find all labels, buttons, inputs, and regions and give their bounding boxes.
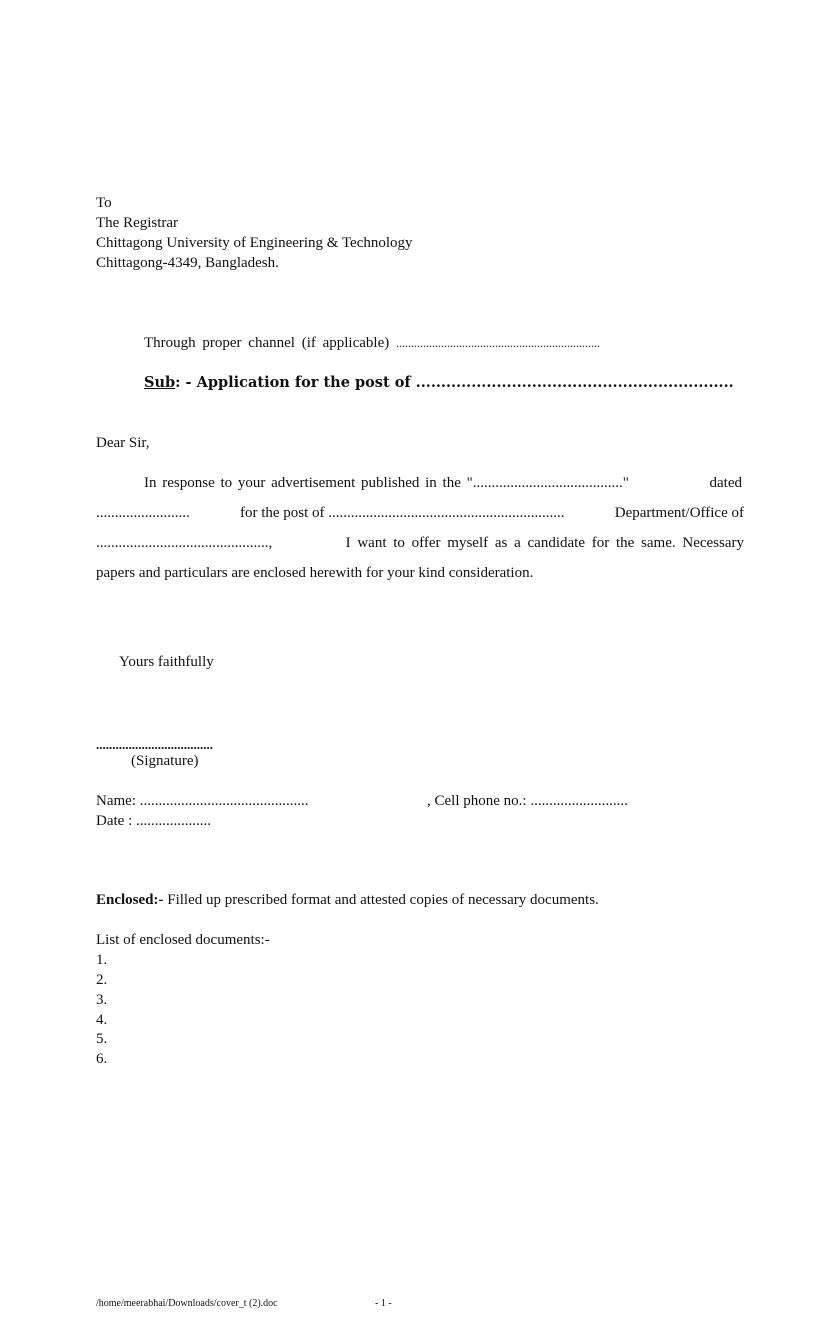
salutation: Dear Sir, — [96, 435, 150, 451]
enclosed-text: Filled up prescribed format and attested copies of necessary documents. — [167, 892, 599, 908]
body-line-2 — [96, 503, 744, 523]
list-item: 5. — [96, 1031, 108, 1047]
body-line-1-text: In response to your advertisement published in the "........................................" — [144, 475, 629, 491]
signature-label: (Signature) — [131, 753, 199, 769]
cell-phone-field: , Cell phone no.: .......................... — [427, 793, 628, 809]
body-line-2-blank: ......................... — [96, 505, 190, 521]
body-line-3-text: I want to offer myself as a candidate for the same. Necessary — [345, 535, 744, 551]
body-line-1-dated: dated — [709, 475, 742, 491]
name-field: Name: ............................................. — [96, 793, 309, 809]
closing: Yours faithfully — [119, 654, 214, 670]
footer-page-number: - 1 - — [375, 1298, 392, 1309]
address-to: To — [96, 195, 112, 211]
body-line-4: papers and particulars are enclosed herewith for your kind consideration. — [96, 565, 534, 581]
date-field: Date : .................... — [96, 813, 211, 829]
body-line-3 — [96, 533, 744, 553]
body-line-2-dept: Department/Office of — [614, 505, 744, 521]
list-item: 1. — [96, 952, 108, 968]
subject-prefix: Sub — [144, 374, 176, 391]
list-item: 2. — [96, 972, 108, 988]
subject-blank: ............................................................... — [415, 374, 734, 391]
address-recipient: The Registrar — [96, 215, 179, 231]
list-item: 3. — [96, 992, 108, 1008]
body-line-3-blank: .............................................., — [96, 535, 273, 551]
address-institution: Chittagong University of Engineering & Technology — [96, 235, 413, 251]
address-city: Chittagong-4349, Bangladesh. — [96, 255, 279, 271]
signature-line: .................................... — [96, 737, 213, 752]
body-line-2-post: for the post of ............................................................... — [239, 505, 565, 521]
footer-path: /home/meerabhai/Downloads/cover_t (2).doc — [96, 1298, 278, 1309]
subject-line — [144, 373, 734, 393]
channel-blank: .................................................................... — [395, 336, 600, 350]
channel-line — [144, 333, 600, 353]
body-line-1 — [144, 473, 742, 493]
list-item: 6. — [96, 1051, 108, 1067]
enclosed-line — [96, 890, 599, 910]
list-heading: List of enclosed documents:- — [96, 932, 270, 948]
enclosed-label: Enclosed:- — [96, 892, 164, 908]
channel-label: Through proper channel (if applicable) — [144, 335, 390, 351]
subject-text: : - Application for the post of — [175, 374, 411, 391]
list-item: 4. — [96, 1012, 108, 1028]
